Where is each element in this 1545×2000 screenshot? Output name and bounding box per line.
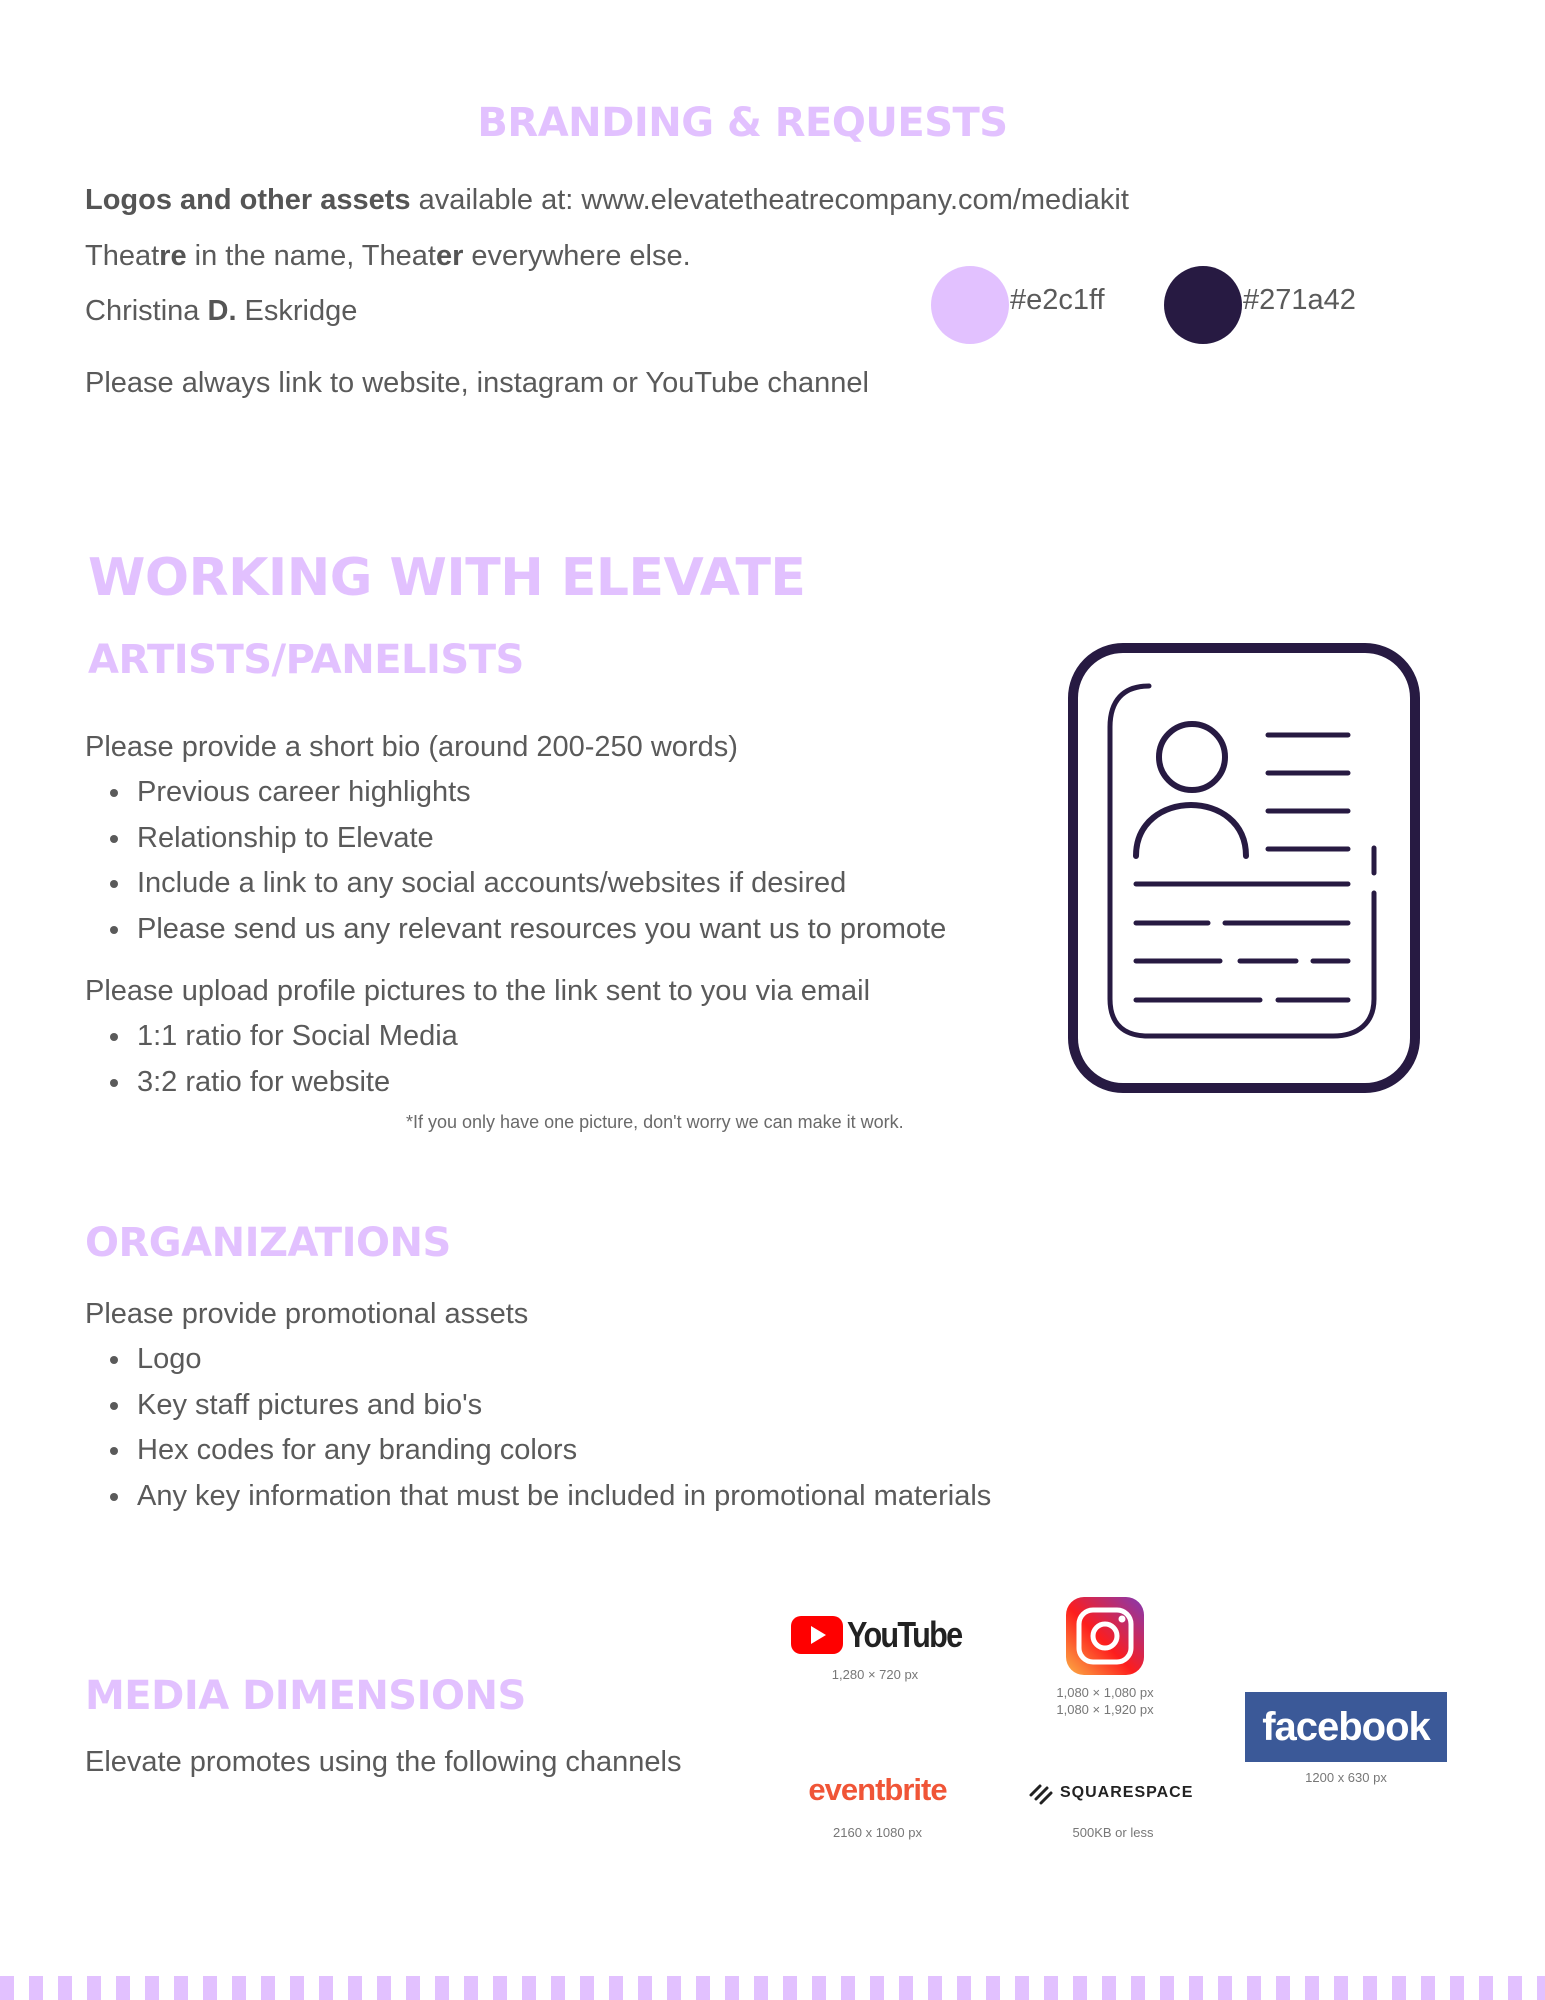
list-item: Hex codes for any branding colors (85, 1428, 991, 1474)
hex-label-light: #e2c1ff (1010, 284, 1105, 316)
org-list (85, 1337, 991, 1519)
spelling-bold: er (435, 240, 464, 272)
assets-bold: Logos and other assets (85, 184, 411, 216)
footnote: *If you only have one picture, don't worry we can make it work. (406, 1112, 904, 1132)
working-title: WORKING WITH ELEVATE (88, 548, 806, 608)
link-note: Please always link to website, instagram or YouTube channel (85, 367, 869, 399)
hex-label-dark: #271a42 (1243, 284, 1356, 316)
squarespace-wordmark: SQUARESPACE (1060, 1784, 1194, 1801)
instagram-dims-1: 1,080 × 1,080 px (1056, 1685, 1154, 1700)
list-item: Key staff pictures and bio's (85, 1383, 991, 1429)
organizations-title: ORGANIZATIONS (85, 1220, 451, 1266)
profile-document-icon (1068, 643, 1420, 1093)
squarespace-icon (1028, 1783, 1054, 1805)
facebook-logo: facebook (1245, 1692, 1447, 1762)
pics-intro: Please upload profile pictures to the link sent to you via email (85, 975, 871, 1007)
media-intro: Elevate promotes using the following channels (85, 1746, 682, 1778)
instagram-dims-2: 1,080 × 1,920 px (1056, 1702, 1154, 1717)
decorative-stripe-border (0, 1976, 1545, 2000)
media-title: MEDIA DIMENSIONS (85, 1673, 526, 1719)
assets-line (85, 182, 1129, 218)
facebook-dims: 1200 x 630 px (1305, 1770, 1387, 1785)
spelling-bold: re (159, 240, 187, 272)
pics-list (85, 1014, 458, 1105)
assets-url-text: available at: www.elevatetheatrecompany.com/mediakit (410, 184, 1129, 216)
artists-title: ARTISTS/PANELISTS (88, 637, 524, 683)
name-part: Christina (85, 295, 208, 327)
list-item: Please send us any relevant resources you want us to promote (85, 907, 946, 953)
squarespace-logo (1028, 1781, 1198, 1807)
eventbrite-dims: 2160 x 1080 px (833, 1825, 922, 1840)
list-item: Any key information that must be included in promotional materials (85, 1474, 991, 1520)
color-swatch-dark (1164, 266, 1242, 344)
eventbrite-logo: eventbrite (808, 1772, 947, 1807)
list-item: Include a link to any social accounts/websites if desired (85, 861, 946, 907)
youtube-wordmark: YouTube (847, 1614, 962, 1655)
spelling-part: in the name, Theat (186, 240, 436, 272)
youtube-play-icon (791, 1616, 843, 1654)
instagram-icon (1066, 1597, 1144, 1675)
list-item: 1:1 ratio for Social Media (85, 1014, 458, 1060)
list-item: Previous career highlights (85, 770, 946, 816)
spelling-line (85, 238, 691, 274)
squarespace-dims: 500KB or less (1072, 1825, 1154, 1840)
name-line (85, 293, 357, 329)
list-item: Logo (85, 1337, 991, 1383)
bio-list (85, 770, 946, 952)
bio-intro: Please provide a short bio (around 200-250 words) (85, 731, 738, 763)
spelling-part: everywhere else. (463, 240, 691, 272)
color-swatch-light (931, 266, 1009, 344)
org-intro: Please provide promotional assets (85, 1298, 529, 1330)
name-bold: D. (207, 295, 237, 327)
youtube-dims: 1,280 × 720 px (831, 1667, 919, 1682)
branding-title: BRANDING & REQUESTS (477, 100, 1008, 146)
spelling-part: Theat (85, 240, 160, 272)
instagram-logo (1066, 1597, 1144, 1675)
youtube-logo (789, 1614, 969, 1658)
name-part: Eskridge (236, 295, 358, 327)
list-item: 3:2 ratio for website (85, 1060, 458, 1106)
list-item: Relationship to Elevate (85, 816, 946, 862)
